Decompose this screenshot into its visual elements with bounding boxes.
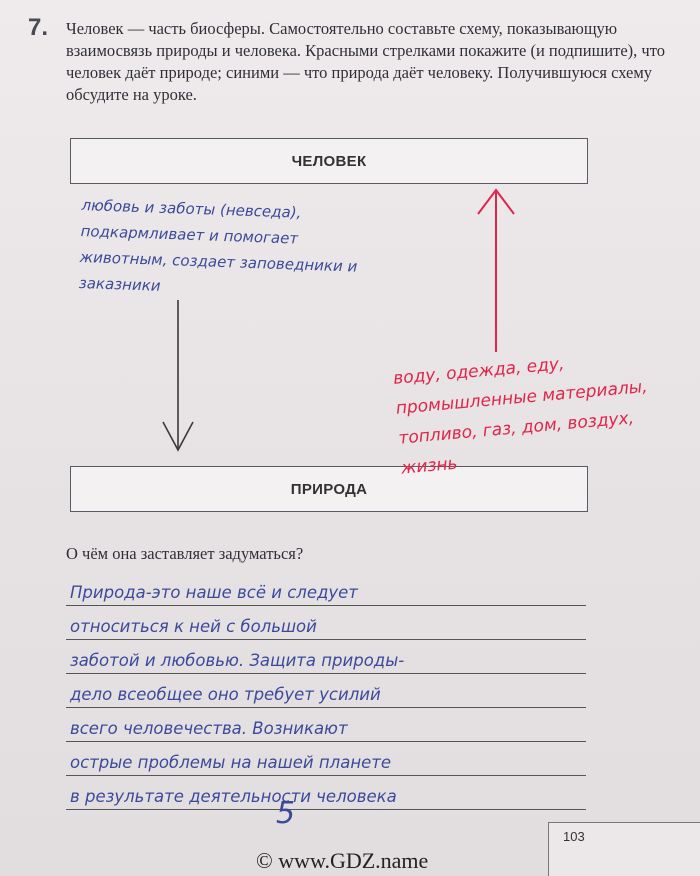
teacher-grade: 5 — [276, 796, 296, 831]
answer-line — [66, 742, 586, 776]
task-text: Человек — часть биосферы. Самостоятельно составьте схему, показывающую взаимосвязь природы и человека. Красными стрелками покажите (и подпишите), что человек даёт природе; синими — что природа даёт человеку. Получившуюся схему обсудите на уроке. — [66, 19, 665, 104]
answer-line — [66, 776, 586, 810]
answer-line — [66, 708, 586, 742]
answer-line — [66, 640, 586, 674]
answer-line-text: дело всеобщее оно требует усилий — [70, 685, 381, 704]
answer-line-text: относиться к ней с большой — [70, 617, 317, 636]
arrow-up-icon — [478, 190, 514, 352]
human-gives-nature-note: любовь и заботы (невседа), подкармливает и помогает животным, создает заповедники и заказники — [78, 195, 358, 295]
answer-line-text: острые проблемы на нашей планете — [70, 753, 392, 772]
answer-line — [66, 572, 586, 606]
answer-line-text: Природа-это наше всё и следует — [70, 583, 358, 602]
answer-line — [66, 674, 586, 708]
task-number: 7. — [28, 14, 49, 41]
nature-box: ПРИРОДА — [70, 466, 588, 512]
answer-line — [66, 606, 586, 640]
answer-line-text: всего человечества. Возникают — [70, 719, 348, 738]
human-box: ЧЕЛОВЕК — [70, 138, 588, 184]
arrow-down-icon — [163, 300, 193, 450]
nature-gives-human-note: воду, одежда, еду, промышленные материалы, топливо, газ, дом, воздух, жизнь — [392, 354, 649, 479]
answer-line-text: в результате деятельности человека — [70, 787, 397, 806]
answer-lines — [66, 572, 586, 810]
watermark: © www.GDZ.name — [256, 848, 429, 873]
page-number: 103 — [548, 822, 700, 876]
question-text: О чём она заставляет задуматься? — [66, 544, 304, 563]
answer-line-text: заботой и любовью. Защита природы- — [70, 651, 405, 670]
